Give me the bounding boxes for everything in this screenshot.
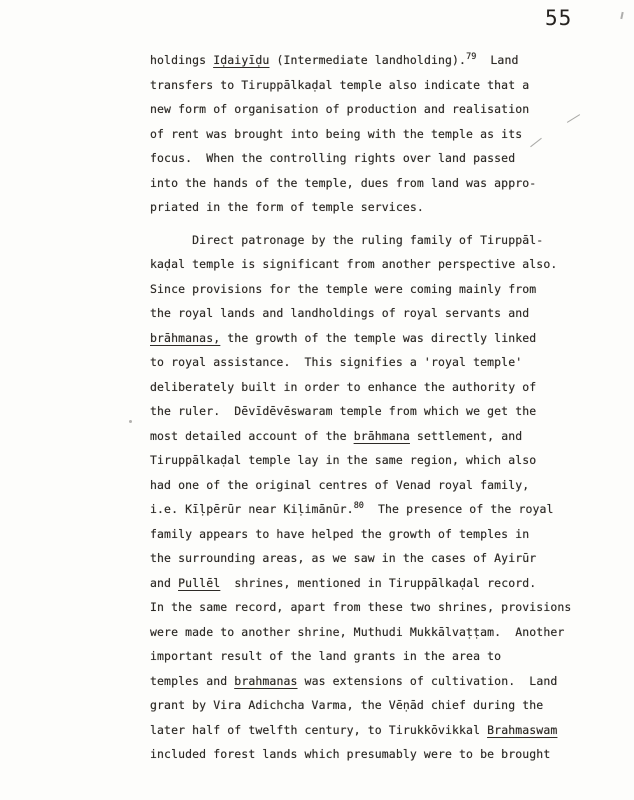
scan-dot <box>129 420 132 423</box>
text-segment: included forest lands which presumably were to be brought <box>150 747 551 761</box>
text-segment: temples and <box>150 673 235 688</box>
text-segment: Land <box>476 53 519 67</box>
text-line <box>150 448 610 473</box>
text-segment: most detailed account of the <box>150 428 354 443</box>
text-line <box>150 277 610 302</box>
text-segment: of rent was brought into being with the temple as its <box>150 126 523 141</box>
text-line <box>150 375 610 400</box>
text-line <box>150 644 610 669</box>
text-line <box>150 546 610 571</box>
text-line <box>150 48 610 73</box>
text-segment: the surrounding areas, as we saw in the cases of Ayirūr <box>150 551 537 565</box>
text-line <box>150 497 610 522</box>
text-segment: settlement, and <box>409 428 523 443</box>
page-number: 55 <box>545 6 573 30</box>
text-line <box>150 252 610 277</box>
footnote-ref: 80 <box>353 501 364 511</box>
text-segment: Direct patronage by the ruling family of Tiruppāl- <box>150 232 544 247</box>
text-segment: shrines, mentioned in Tiruppālkaḍal record. <box>220 575 537 590</box>
text-line <box>150 669 610 694</box>
text-segment: Tiruppālkaḍal temple lay in the same region, which also <box>150 453 537 467</box>
text-line <box>150 195 610 220</box>
text-segment: kaḍal temple is significant from another perspective also. <box>150 257 558 271</box>
text-segment: important result of the land grants in the area to <box>150 649 502 663</box>
text-line <box>150 718 610 743</box>
underlined-term: Brahmaswam <box>487 722 558 737</box>
text-segment: transfers to Tiruppālkaḍal temple also indicate that a <box>150 77 530 92</box>
text-line <box>150 620 610 645</box>
text-segment: later half of twelfth century, to Tirukkōvikkal <box>150 722 488 737</box>
text-line <box>150 424 610 449</box>
underlined-term: Iḍaiyīḍu <box>213 53 270 67</box>
text-segment: priated in the form of temple services. <box>150 200 424 214</box>
text-segment: were made to another shrine, Muthudi Mukkālvaṭṭam. Another <box>150 624 565 639</box>
text-segment: and <box>150 575 179 590</box>
text-segment: family appears to have helped the growth of temples in <box>150 526 530 541</box>
text-segment: the ruler. Dēvīdēvēswaram temple from which we get the <box>150 404 537 418</box>
text-segment: In the same record, apart from these two shrines, provisions <box>150 600 572 614</box>
text-line <box>150 571 610 596</box>
text-line <box>150 146 610 171</box>
text-line <box>150 595 610 620</box>
text-segment: Since provisions for the temple were coming mainly from <box>150 281 537 296</box>
text-segment: was extensions of cultivation. Land <box>297 673 558 688</box>
text-line <box>150 301 610 326</box>
text-segment: The presence of the royal <box>363 502 554 516</box>
text-line <box>150 742 610 767</box>
underlined-term: Pullēl <box>178 575 221 590</box>
text-line <box>150 73 610 98</box>
text-segment: into the hands of the temple, dues from land was appro- <box>150 175 537 190</box>
footnote-ref: 79 <box>466 52 477 62</box>
underlined-term: brāhmana <box>353 428 410 443</box>
text-segment: the royal lands and landholdings of royal servants and <box>150 306 530 320</box>
text-line <box>150 122 610 147</box>
text-segment: focus. When the controlling rights over land passed <box>150 151 516 165</box>
text-segment: to royal assistance. This signifies a 'royal temple' <box>150 355 523 369</box>
text-line <box>150 97 610 122</box>
text-line <box>150 399 610 424</box>
page-body <box>150 48 610 767</box>
text-line <box>150 693 610 718</box>
text-segment: (Intermediate landholding). <box>269 53 467 67</box>
text-line <box>150 350 610 375</box>
text-segment: grant by Vira Adichcha Varma, the Vēṇād chief during the <box>150 698 544 712</box>
paragraph <box>150 48 610 220</box>
paragraph <box>150 228 610 767</box>
text-segment: i.e. Kīḷpērūr near Kiḷimānūr. <box>150 502 354 516</box>
text-segment: new form of organisation of production and realisation <box>150 102 530 116</box>
text-line <box>150 326 610 351</box>
text-segment: the growth of the temple was directly linked <box>220 330 537 345</box>
underlined-term: brāhmanas, <box>150 330 221 345</box>
text-line <box>150 171 610 196</box>
scan-speck <box>620 12 623 19</box>
text-segment: deliberately built in order to enhance the authority of <box>150 379 537 394</box>
text-segment: holdings <box>150 53 214 67</box>
text-line <box>150 228 610 253</box>
underlined-term: brahmanas <box>234 673 298 688</box>
text-segment: had one of the original centres of Venad royal family, <box>150 477 530 492</box>
text-line <box>150 522 610 547</box>
text-line <box>150 473 610 498</box>
